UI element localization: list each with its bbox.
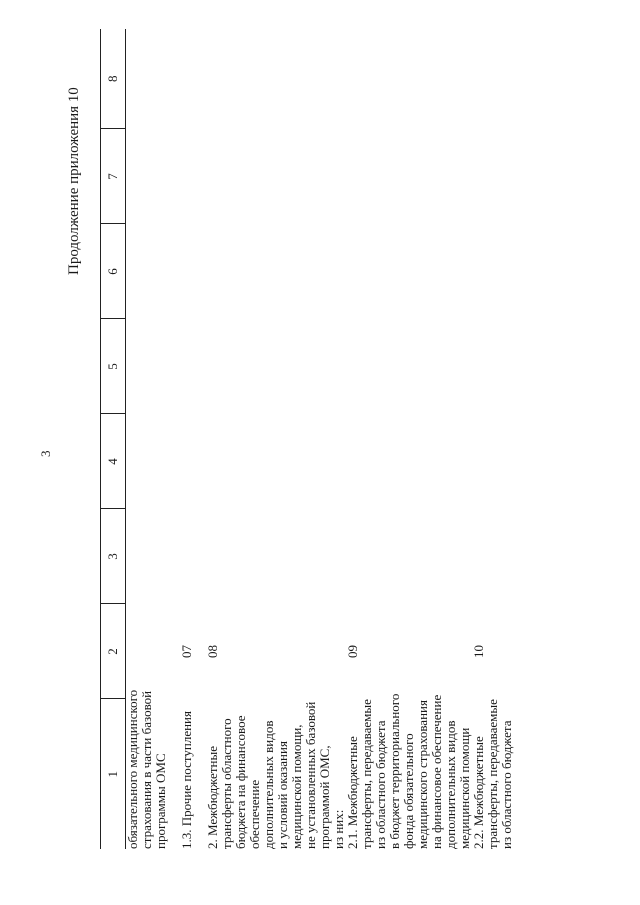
text-line: 2.2. Межбюджетные xyxy=(471,736,486,849)
text-line: на финансовое обеспечение xyxy=(429,694,444,849)
text-line: программой ОМС, xyxy=(317,745,332,849)
appendix-continuation-heading: Продолжение приложения 10 xyxy=(66,87,82,275)
text-line: трансферты, передаваемые xyxy=(485,699,500,849)
page-number: 3 xyxy=(38,450,53,457)
text-line: 2. Межбюджетные xyxy=(205,746,220,849)
text-line: дополнительных видов xyxy=(261,720,276,849)
table-row xyxy=(180,29,194,849)
column-header: 2 xyxy=(101,604,126,699)
row-description xyxy=(206,699,346,849)
column-header: 8 xyxy=(101,29,126,129)
budget-table xyxy=(100,29,514,849)
row-code: 07 xyxy=(179,645,194,658)
column-number-row xyxy=(101,29,126,849)
text-line: 1.3. Прочие поступления xyxy=(179,711,194,849)
text-line: не установленных базовой xyxy=(303,701,318,849)
text-line: трансферты областного xyxy=(219,718,234,849)
table-row xyxy=(472,29,514,849)
table-row xyxy=(126,29,169,849)
row-code xyxy=(126,604,169,699)
text-line: в бюджет территориального xyxy=(387,693,402,849)
text-line: из областного бюджета xyxy=(373,720,388,849)
column-header: 6 xyxy=(101,224,126,319)
row-description xyxy=(472,699,514,849)
row-code: 10 xyxy=(471,645,486,658)
text-line: медицинской помощи, xyxy=(289,724,304,849)
column-header: 5 xyxy=(101,319,126,414)
row-code: 08 xyxy=(205,645,220,658)
text-line: из них: xyxy=(331,809,346,849)
text-line: из областного бюджета xyxy=(499,720,514,849)
text-line: обеспечение xyxy=(247,779,262,849)
column-header: 1 xyxy=(101,699,126,849)
column-header: 3 xyxy=(101,509,126,604)
text-line: и условий оказания xyxy=(275,741,290,849)
text-line: страхования в части базовой xyxy=(139,690,154,849)
text-line: программы ОМС xyxy=(153,753,168,849)
text-line: медицинского страхования xyxy=(415,700,430,849)
table-row xyxy=(346,29,472,849)
column-header: 4 xyxy=(101,414,126,509)
table-row xyxy=(206,29,346,849)
text-line: трансферты, передаваемые xyxy=(359,699,374,849)
text-line: 2.1. Межбюджетные xyxy=(345,736,360,849)
text-line: бюджета на финансовое xyxy=(233,715,248,849)
text-line: фонда обязательного xyxy=(401,733,416,849)
column-header: 7 xyxy=(101,129,126,224)
row-description xyxy=(125,689,169,849)
row-description xyxy=(345,693,472,849)
text-line: обязательного медицинского xyxy=(125,689,140,849)
row-description xyxy=(180,699,194,849)
text-line: дополнительных видов xyxy=(443,720,458,849)
text-line: медицинской помощи xyxy=(457,727,472,849)
row-code: 09 xyxy=(345,645,360,658)
